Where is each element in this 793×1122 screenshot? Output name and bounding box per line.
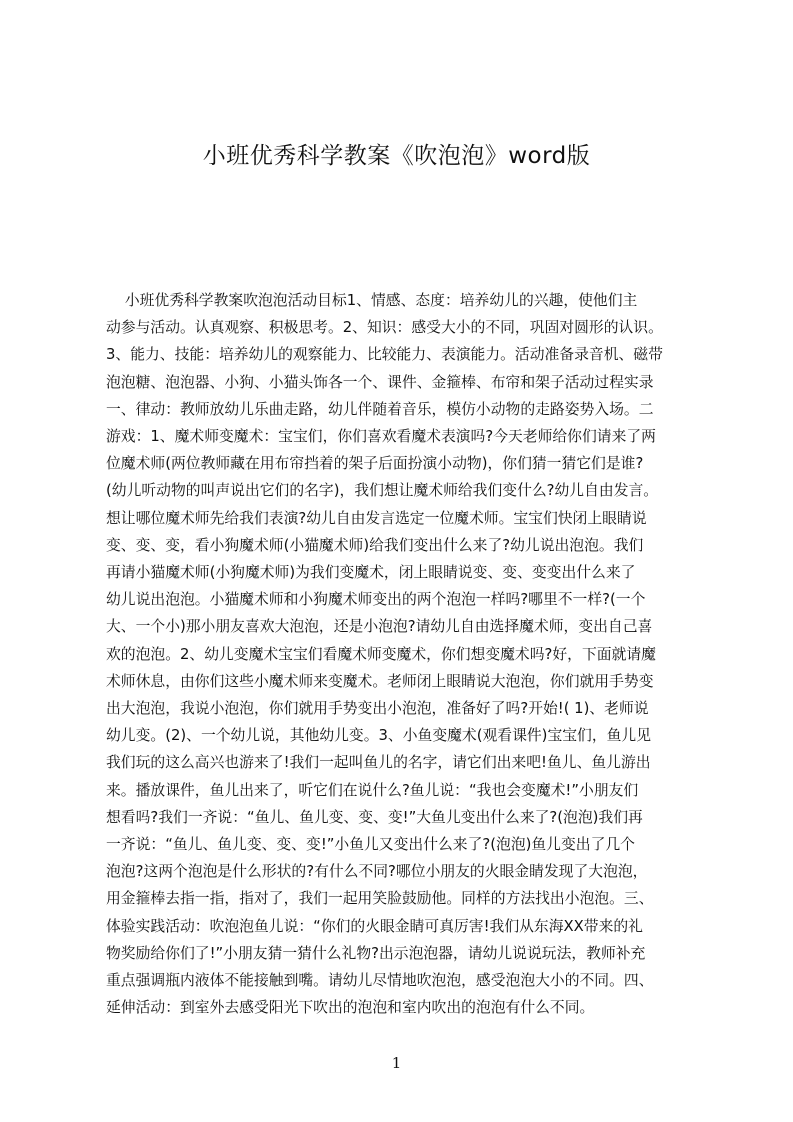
body-line: 动参与活动。认真观察、积极思考。2、知识：感受大小的不同，巩固对圆形的认识。 — [106, 319, 663, 337]
body-line: 幼儿变。(2)、一个幼儿说，其他幼儿变。3、小鱼变魔术(观看课件)宝宝们，鱼儿见 — [106, 727, 652, 745]
body-line: 想让哪位魔术师先给我们表演?幼儿自由发言选定一位魔术师。宝宝们快闭上眼睛说 — [106, 509, 647, 527]
body-line: 想看吗?我们一齐说：“鱼儿、鱼儿变、变、变!”大鱼儿变出什么来了?(泡泡)我们再 — [106, 808, 643, 826]
body-line: 3、能力、技能：培养幼儿的观察能力、比较能力、表演能力。活动准备录音机、磁带 — [106, 346, 663, 364]
document-body — [106, 287, 698, 1021]
body-line: 小班优秀科学教案吹泡泡活动目标1、情感、态度：培养幼儿的兴趣，使他们主 — [106, 292, 638, 309]
body-line: 幼儿说出泡泡。小猫魔术师和小狗魔术师变出的两个泡泡一样吗?哪里不一样?(一个 — [106, 591, 646, 609]
body-line: 体验实践活动：吹泡泡鱼儿说：“你们的火眼金睛可真厉害!我们从东海XX带来的礼 — [106, 917, 643, 935]
body-line: 出大泡泡，我说小泡泡，你们就用手势变出小泡泡，准备好了吗?开始!( 1)、老师说 — [106, 700, 649, 718]
body-line: (幼儿听动物的叫声说出它们的名字)，我们想让魔术师给我们变什么?幼儿自由发言。 — [106, 482, 659, 500]
body-line: 再请小猫魔术师(小狗魔术师)为我们变魔术，闭上眼睛说变、变、变变出什么来了 — [106, 564, 636, 582]
page-number: 1 — [391, 1054, 402, 1072]
body-line: 游戏：1、魔术师变魔术：宝宝们，你们喜欢看魔术表演吗?今天老师给你们请来了两 — [106, 428, 656, 446]
body-line: 位魔术师(两位教师藏在用布帘挡着的架子后面扮演小动物)，你们猜一猜它们是谁? — [106, 455, 644, 473]
body-line: 用金箍棒去指一指，指对了，我们一起用笑脸鼓励他。同样的方法找出小泡泡。三、 — [106, 890, 654, 908]
document-title: 小班优秀科学教案《吹泡泡》word版 — [202, 143, 591, 169]
body-line: 重点强调瓶内液体不能接触到嘴。请幼儿尽情地吹泡泡，感受泡泡大小的不同。四、 — [106, 972, 654, 990]
body-line: 变、变、变，看小狗魔术师(小猫魔术师)给我们变出什么来了?幼儿说出泡泡。我们 — [106, 536, 644, 554]
body-line: 大、一个小)那小朋友喜欢大泡泡，还是小泡泡?请幼儿自由选择魔术师，变出自己喜 — [106, 618, 653, 636]
body-line: 欢的泡泡。2、幼儿变魔术宝宝们看魔术师变魔术，你们想变魔术吗?好，下面就请魔 — [106, 645, 656, 663]
body-line: 来。播放课件，鱼儿出来了，听它们在说什么?鱼儿说：“我也会变魔术!”小朋友们 — [106, 781, 639, 799]
body-line: 物奖励给你们了!”小朋友猜一猜什么礼物?出示泡泡器，请幼儿说说玩法，教师补充 — [106, 944, 646, 962]
body-line: 一、律动：教师放幼儿乐曲走路，幼儿伴随着音乐，模仿小动物的走路姿势入场。二 — [106, 400, 654, 418]
body-line: 泡泡?这两个泡泡是什么形状的?有什么不同?哪位小朋友的火眼金睛发现了大泡泡， — [106, 863, 648, 881]
body-line: 泡泡糖、泡泡器、小狗、小猫头饰各一个、课件、金箍棒、布帘和架子活动过程实录 — [106, 373, 654, 391]
body-line: 我们玩的这么高兴也游来了!我们一起叫鱼儿的名字，请它们出来吧!鱼儿、鱼儿游出 — [106, 754, 651, 772]
body-line: 一齐说：“鱼儿、鱼儿变、变、变!”小鱼儿又变出什么来了?(泡泡)鱼儿变出了几个 — [106, 836, 635, 854]
body-line: 术师休息，由你们这些小魔术师来变魔术。老师闭上眼睛说大泡泡，你们就用手势变 — [106, 672, 654, 690]
body-line: 延伸活动：到室外去感受阳光下吹出的泡泡和室内吹出的泡泡有什么不同。 — [106, 999, 595, 1017]
